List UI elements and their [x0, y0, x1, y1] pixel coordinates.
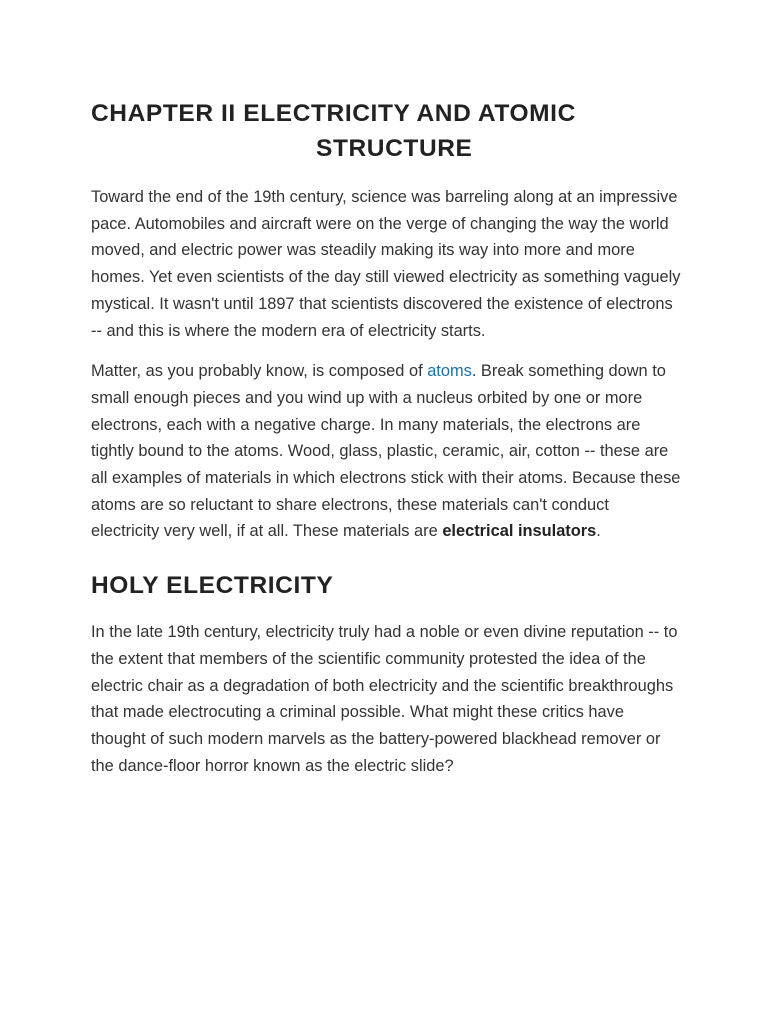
document-page [91, 96, 681, 793]
paragraph-atoms [91, 358, 681, 545]
paragraph-atoms-text-start: Matter, as you probably know, is composed of [91, 362, 428, 381]
electrical-insulators-term: electrical insulators [442, 522, 597, 541]
paragraph-electrons-history: Toward the end of the 19th century, science was barreling along at an impressive pace. Automobiles and aircraft were on the verge of changing the way the world moved, and electric power was steadily making its way into more and more homes. Yet even scientists of the day still viewed electricity as something vaguely mystical. It wasn't until 1897 that scientists discovered the existence of electrons -- and this is where the modern era of electricity starts. [91, 188, 681, 340]
section-heading-holy-electricity: HOLY ELECTRICITY [91, 572, 334, 600]
chapter-title [91, 96, 681, 166]
chapter-title-line2: STRUCTURE [316, 135, 473, 162]
paragraph-holy-electricity: In the late 19th century, electricity truly had a noble or even divine reputation -- to the extent that members of the scientific community protested the idea of the electric chair as a degradation of both electricity and the scientific breakthroughs that made electrocuting a criminal possible. What might these critics have thought of such modern marvels as the battery-powered blackhead remover or the dance-floor horror known as the electric slide? [91, 623, 678, 775]
paragraph-atoms-text-middle: . Break something down to small enough pieces and you wind up with a nucleus orbited by one or more electrons, each with a negative charge. In many materials, the electrons are tightly bound to the atoms. Wood, glass, plastic, ceramic, air, cotton -- these are all examples of materials in which electrons stick with their atoms. Because these atoms are so reluctant to share electrons, these materials can't conduct electricity very well, if at all. These materials are [91, 362, 681, 541]
atoms-link[interactable]: atoms [427, 362, 472, 381]
paragraph-atoms-text-end: . [596, 522, 601, 541]
chapter-title-line1: CHAPTER II ELECTRICITY AND ATOMIC [91, 100, 576, 127]
